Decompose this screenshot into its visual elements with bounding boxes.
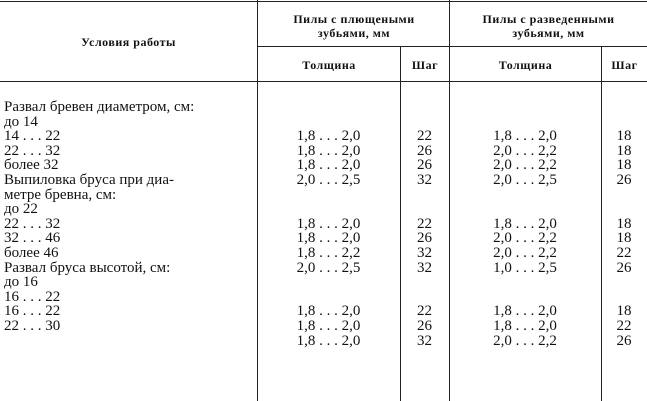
set-thickness-cell: 2,0 . . . 2,2 xyxy=(493,142,557,159)
flattened-step-cell: 22 xyxy=(417,128,432,145)
flattened-step-cell xyxy=(400,115,449,130)
set-step-cell: 26 xyxy=(616,259,632,276)
flattened-step-cell: 26 xyxy=(417,142,432,159)
table-row xyxy=(0,231,647,246)
flattened-teeth-header-line-2: зубьями, мм xyxy=(317,26,391,40)
set-step-cell: 22 xyxy=(616,317,632,334)
flattened-teeth-header-line-1: Пилы с плющеными xyxy=(293,12,415,26)
set-step-cell: 18 xyxy=(616,142,632,159)
flattened-teeth-header xyxy=(258,12,450,40)
data-table xyxy=(0,100,647,348)
set-step-cell: 18 xyxy=(616,128,632,145)
flattened-thickness-cell xyxy=(257,100,400,115)
flattened-step-cell: 32 xyxy=(417,259,432,276)
flattened-thickness-cell: 1,8 . . . 2,0 xyxy=(296,317,361,334)
flattened-thickness-cell: 1,8 . . . 2,0 xyxy=(296,142,361,159)
row-condition: 16 . . . 22 xyxy=(4,288,61,305)
set-step-cell: 18 xyxy=(616,230,632,247)
row-condition: 14 . . . 22 xyxy=(4,128,61,145)
set-thickness-cell xyxy=(449,100,601,115)
thickness-header-1: Толщина xyxy=(302,58,356,72)
table-row xyxy=(0,173,647,188)
row-condition: 32 . . . 46 xyxy=(4,230,61,247)
row-condition: до 14 xyxy=(4,113,38,130)
set-step-cell: 18 xyxy=(616,157,632,174)
table-row xyxy=(0,261,647,276)
set-thickness-cell: 1,8 . . . 2,0 xyxy=(493,303,557,320)
set-thickness-cell xyxy=(449,290,601,305)
row-condition: 22 . . . 32 xyxy=(4,215,61,232)
set-thickness-cell xyxy=(449,188,601,203)
row-condition: 22 . . . 32 xyxy=(4,142,61,159)
step-header-1: Шаг xyxy=(411,58,439,72)
flattened-thickness-cell xyxy=(257,290,400,305)
group-header-rule xyxy=(257,46,647,47)
set-thickness-cell: 2,0 . . . 2,2 xyxy=(493,332,557,349)
set-step-cell xyxy=(601,188,647,203)
flattened-thickness-cell: 1,8 . . . 2,0 xyxy=(296,332,361,349)
set-thickness-cell: 1,0 . . . 2,5 xyxy=(493,259,557,276)
flattened-step-cell xyxy=(400,202,449,217)
row-condition: Выпиловка бруса при диа- xyxy=(4,171,174,188)
flattened-thickness-cell xyxy=(257,202,400,217)
set-thickness-cell xyxy=(449,115,601,130)
table-row xyxy=(0,144,647,159)
set-teeth-header xyxy=(450,12,647,40)
row-condition: более 32 xyxy=(4,157,59,174)
flattened-thickness-cell: 1,8 . . . 2,0 xyxy=(296,157,361,174)
table-row xyxy=(0,275,647,290)
flattened-step-cell: 26 xyxy=(417,157,432,174)
set-thickness-cell: 2,0 . . . 2,2 xyxy=(493,244,557,261)
row-condition: 22 . . . 30 xyxy=(4,317,61,334)
table-row xyxy=(0,129,647,144)
table-row xyxy=(0,290,647,305)
table-row xyxy=(0,334,647,349)
flattened-step-cell: 22 xyxy=(417,215,432,232)
set-thickness-cell xyxy=(449,275,601,290)
table-row xyxy=(0,319,647,334)
set-step-cell xyxy=(601,115,647,130)
table-row xyxy=(0,115,647,130)
step-header-2: Шаг xyxy=(611,58,638,72)
conditions-header: Условия работы xyxy=(81,35,176,49)
row-condition: Развал бруса высотой, см: xyxy=(4,259,171,276)
flattened-thickness-cell xyxy=(257,115,400,130)
flattened-step-cell xyxy=(400,100,449,115)
set-thickness-cell: 2,0 . . . 2,2 xyxy=(493,230,557,247)
set-step-cell: 22 xyxy=(616,244,632,261)
row-condition: более 46 xyxy=(4,244,59,261)
set-teeth-header-line-2: зубьями, мм xyxy=(512,26,585,40)
table-row xyxy=(0,304,647,319)
set-step-cell: 26 xyxy=(616,171,632,188)
flattened-thickness-cell: 2,0 . . . 2,5 xyxy=(296,171,361,188)
flattened-step-cell: 32 xyxy=(417,244,432,261)
set-thickness-cell: 1,8 . . . 2,0 xyxy=(493,317,557,334)
flattened-thickness-cell: 1,8 . . . 2,0 xyxy=(296,230,361,247)
table-row xyxy=(0,158,647,173)
thickness-header-2: Толщина xyxy=(498,58,553,72)
flattened-step-cell xyxy=(400,188,449,203)
set-thickness-cell: 2,0 . . . 2,5 xyxy=(493,171,557,188)
set-teeth-header-line-1: Пилы с разведенными xyxy=(482,12,615,26)
row-condition: 16 . . . 22 xyxy=(4,303,61,320)
flattened-thickness-cell xyxy=(257,275,400,290)
flattened-thickness-cell: 1,8 . . . 2,0 xyxy=(296,128,361,145)
flattened-step-cell xyxy=(400,275,449,290)
flattened-thickness-cell xyxy=(257,188,400,203)
flattened-step-cell: 32 xyxy=(417,332,432,349)
row-condition: до 22 xyxy=(4,201,38,218)
set-step-cell xyxy=(601,100,647,115)
row-condition: Развал бревен диаметром, см: xyxy=(4,99,195,115)
flattened-thickness-cell: 1,8 . . . 2,2 xyxy=(296,244,361,261)
top-rule xyxy=(0,1,647,2)
flattened-step-cell xyxy=(400,290,449,305)
header-bottom-rule xyxy=(0,81,647,82)
flattened-step-cell: 26 xyxy=(417,317,432,334)
flattened-thickness-cell: 1,8 . . . 2,0 xyxy=(296,303,361,320)
table-row xyxy=(0,246,647,261)
set-step-cell xyxy=(601,202,647,217)
row-condition xyxy=(0,334,257,349)
set-step-cell xyxy=(601,275,647,290)
flattened-step-cell: 26 xyxy=(417,230,432,247)
row-condition: до 16 xyxy=(4,274,38,291)
set-step-cell: 26 xyxy=(616,332,632,349)
set-thickness-cell: 2,0 . . . 2,2 xyxy=(493,157,557,174)
set-step-cell xyxy=(601,290,647,305)
set-step-cell: 18 xyxy=(616,303,632,320)
set-thickness-cell: 1,8 . . . 2,0 xyxy=(493,215,557,232)
table-row xyxy=(0,100,647,115)
table-row xyxy=(0,217,647,232)
table-row xyxy=(0,202,647,217)
flattened-step-cell: 22 xyxy=(417,303,432,320)
set-thickness-cell: 1,8 . . . 2,0 xyxy=(493,128,557,145)
set-thickness-cell xyxy=(449,202,601,217)
set-step-cell: 18 xyxy=(616,215,632,232)
flattened-step-cell: 32 xyxy=(417,171,432,188)
flattened-thickness-cell: 1,8 . . . 2,0 xyxy=(296,215,361,232)
row-condition: метре бревна, см: xyxy=(4,186,117,203)
table-row xyxy=(0,188,647,203)
flattened-thickness-cell: 2,0 . . . 2,5 xyxy=(296,259,361,276)
